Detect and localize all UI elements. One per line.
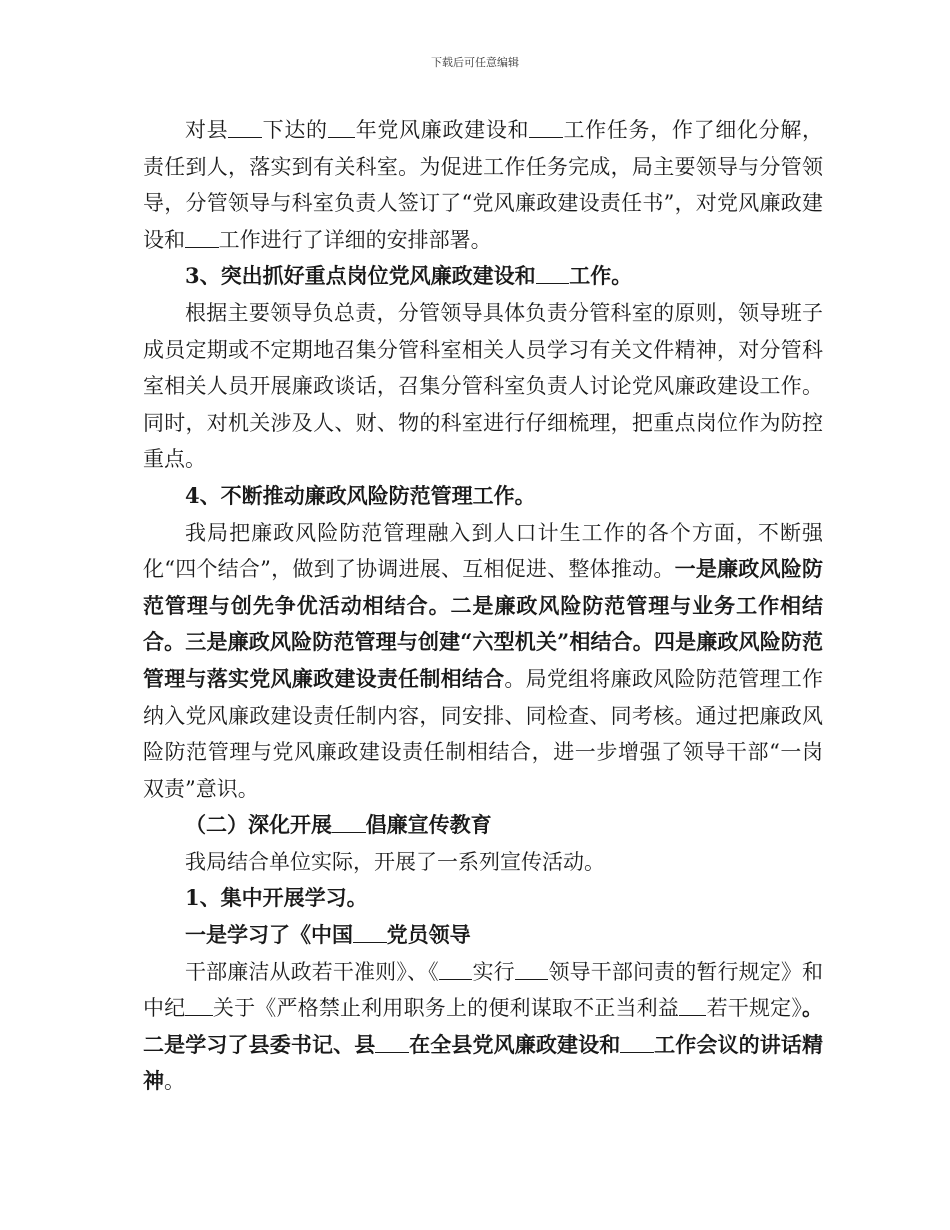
text-run: 工作。 — [569, 263, 633, 289]
paragraph-activities: 我局结合单位实际，开展了一系列宣传活动。 — [185, 849, 605, 874]
text-run: 实行 — [472, 959, 515, 984]
blank-underline — [620, 1032, 654, 1053]
blank-underline — [375, 1032, 409, 1053]
paragraph-four-combinations — [143, 515, 823, 808]
blank-underline — [353, 922, 387, 943]
heading-study-first — [143, 917, 823, 954]
blank-underline — [679, 995, 706, 1016]
text-run: 年党风廉政建设和 — [355, 118, 530, 142]
text-run: （二）深化开展 — [185, 812, 332, 838]
blank-underline — [515, 959, 549, 980]
heading-section-two — [143, 807, 823, 844]
text-run: 。局党组将廉政风险防范管理工作纳入党风廉政建设责任制内容，同安排、同检查、同考核。通过把廉政风险防范管理与党风廉政建设责任制相结合，进一步增强了领导干部“一岗双责”意识。 — [143, 666, 824, 801]
text-run: 下达的 — [261, 118, 328, 142]
text-run: 。二是学习了县委书记、县 — [143, 995, 824, 1057]
bold-text-run: 一是廉政风险防范管理与创先争优活动相结合。二是廉政风险防范管理与业务工作相结合。三是廉政风险防范管理与创建“六型机关”相结合。四是廉政风险防范管理与落实党风廉政建设责任制相结合 — [143, 556, 823, 691]
paragraph-responsibility — [143, 112, 823, 258]
text-run: 一是学习了《中国 — [185, 922, 353, 948]
text-run: 在全县党风廉政建设和 — [409, 1031, 621, 1057]
heading-risk-management: 4、不断推动廉政风险防范管理工作。 — [185, 482, 536, 508]
text-run: 。 — [164, 1069, 185, 1094]
text-run: 工作进行了详细的安排部署。 — [218, 227, 492, 252]
text-run: 对县 — [185, 118, 229, 142]
text-run: 工作会议的讲话精神 — [143, 1031, 824, 1094]
blank-underline — [332, 812, 366, 833]
heading-study: 1、集中开展学习。 — [185, 885, 368, 911]
blank-underline — [185, 227, 219, 248]
blank-underline — [228, 117, 262, 138]
blank-underline — [536, 263, 570, 284]
document-body — [143, 112, 823, 1100]
blank-underline — [328, 117, 355, 138]
text-run: 我局把廉政风险防范管理融入到人口计生工作的各个方面，不断强化“四个结合”，做到了协调进展、互相促进、整体推动。 — [143, 520, 823, 582]
text-run: 领导干部问责的暂行规定》和中纪 — [143, 959, 824, 1021]
text-run: 倡廉宣传教育 — [365, 812, 492, 838]
text-run: 干部廉洁从政若干准则》、《 — [185, 959, 439, 984]
text-run: 3、突出抓好重点岗位党风廉政建设和 — [185, 263, 536, 289]
text-run: 若干规定》 — [706, 996, 803, 1021]
text-run: 关于《严格禁止利用职务上的便利谋取不正当利益 — [212, 996, 680, 1021]
page-header: 下载后可任意编辑 — [431, 56, 519, 69]
heading-key-positions — [143, 258, 823, 295]
blank-underline — [529, 117, 563, 138]
text-run: 工作任务，作了细化分解，责任到人，落实到有关科室。为促进工作任务完成，局主要领导与分管领导，分管领导与科室负责人签订了“党风廉政建设责任书”，对党风廉政建设和 — [143, 118, 824, 252]
text-run: 党员领导 — [386, 922, 471, 948]
blank-underline — [185, 995, 212, 1016]
paragraph-study-content — [143, 954, 823, 1100]
blank-underline — [439, 959, 473, 980]
paragraph-leadership: 根据主要领导负总责，分管领导具体负责分管科室的原则，领导班子成员定期或不定期地召集分管科室相关人员学习有关文件精神，对分管科室相关人员开展廉政谈话，召集分管科室负责人讨论党风廉政建设工作。同时，对机关涉及人、财、物的科室进行仔细梳理，把重点岗位作为防控重点。 — [143, 300, 823, 472]
